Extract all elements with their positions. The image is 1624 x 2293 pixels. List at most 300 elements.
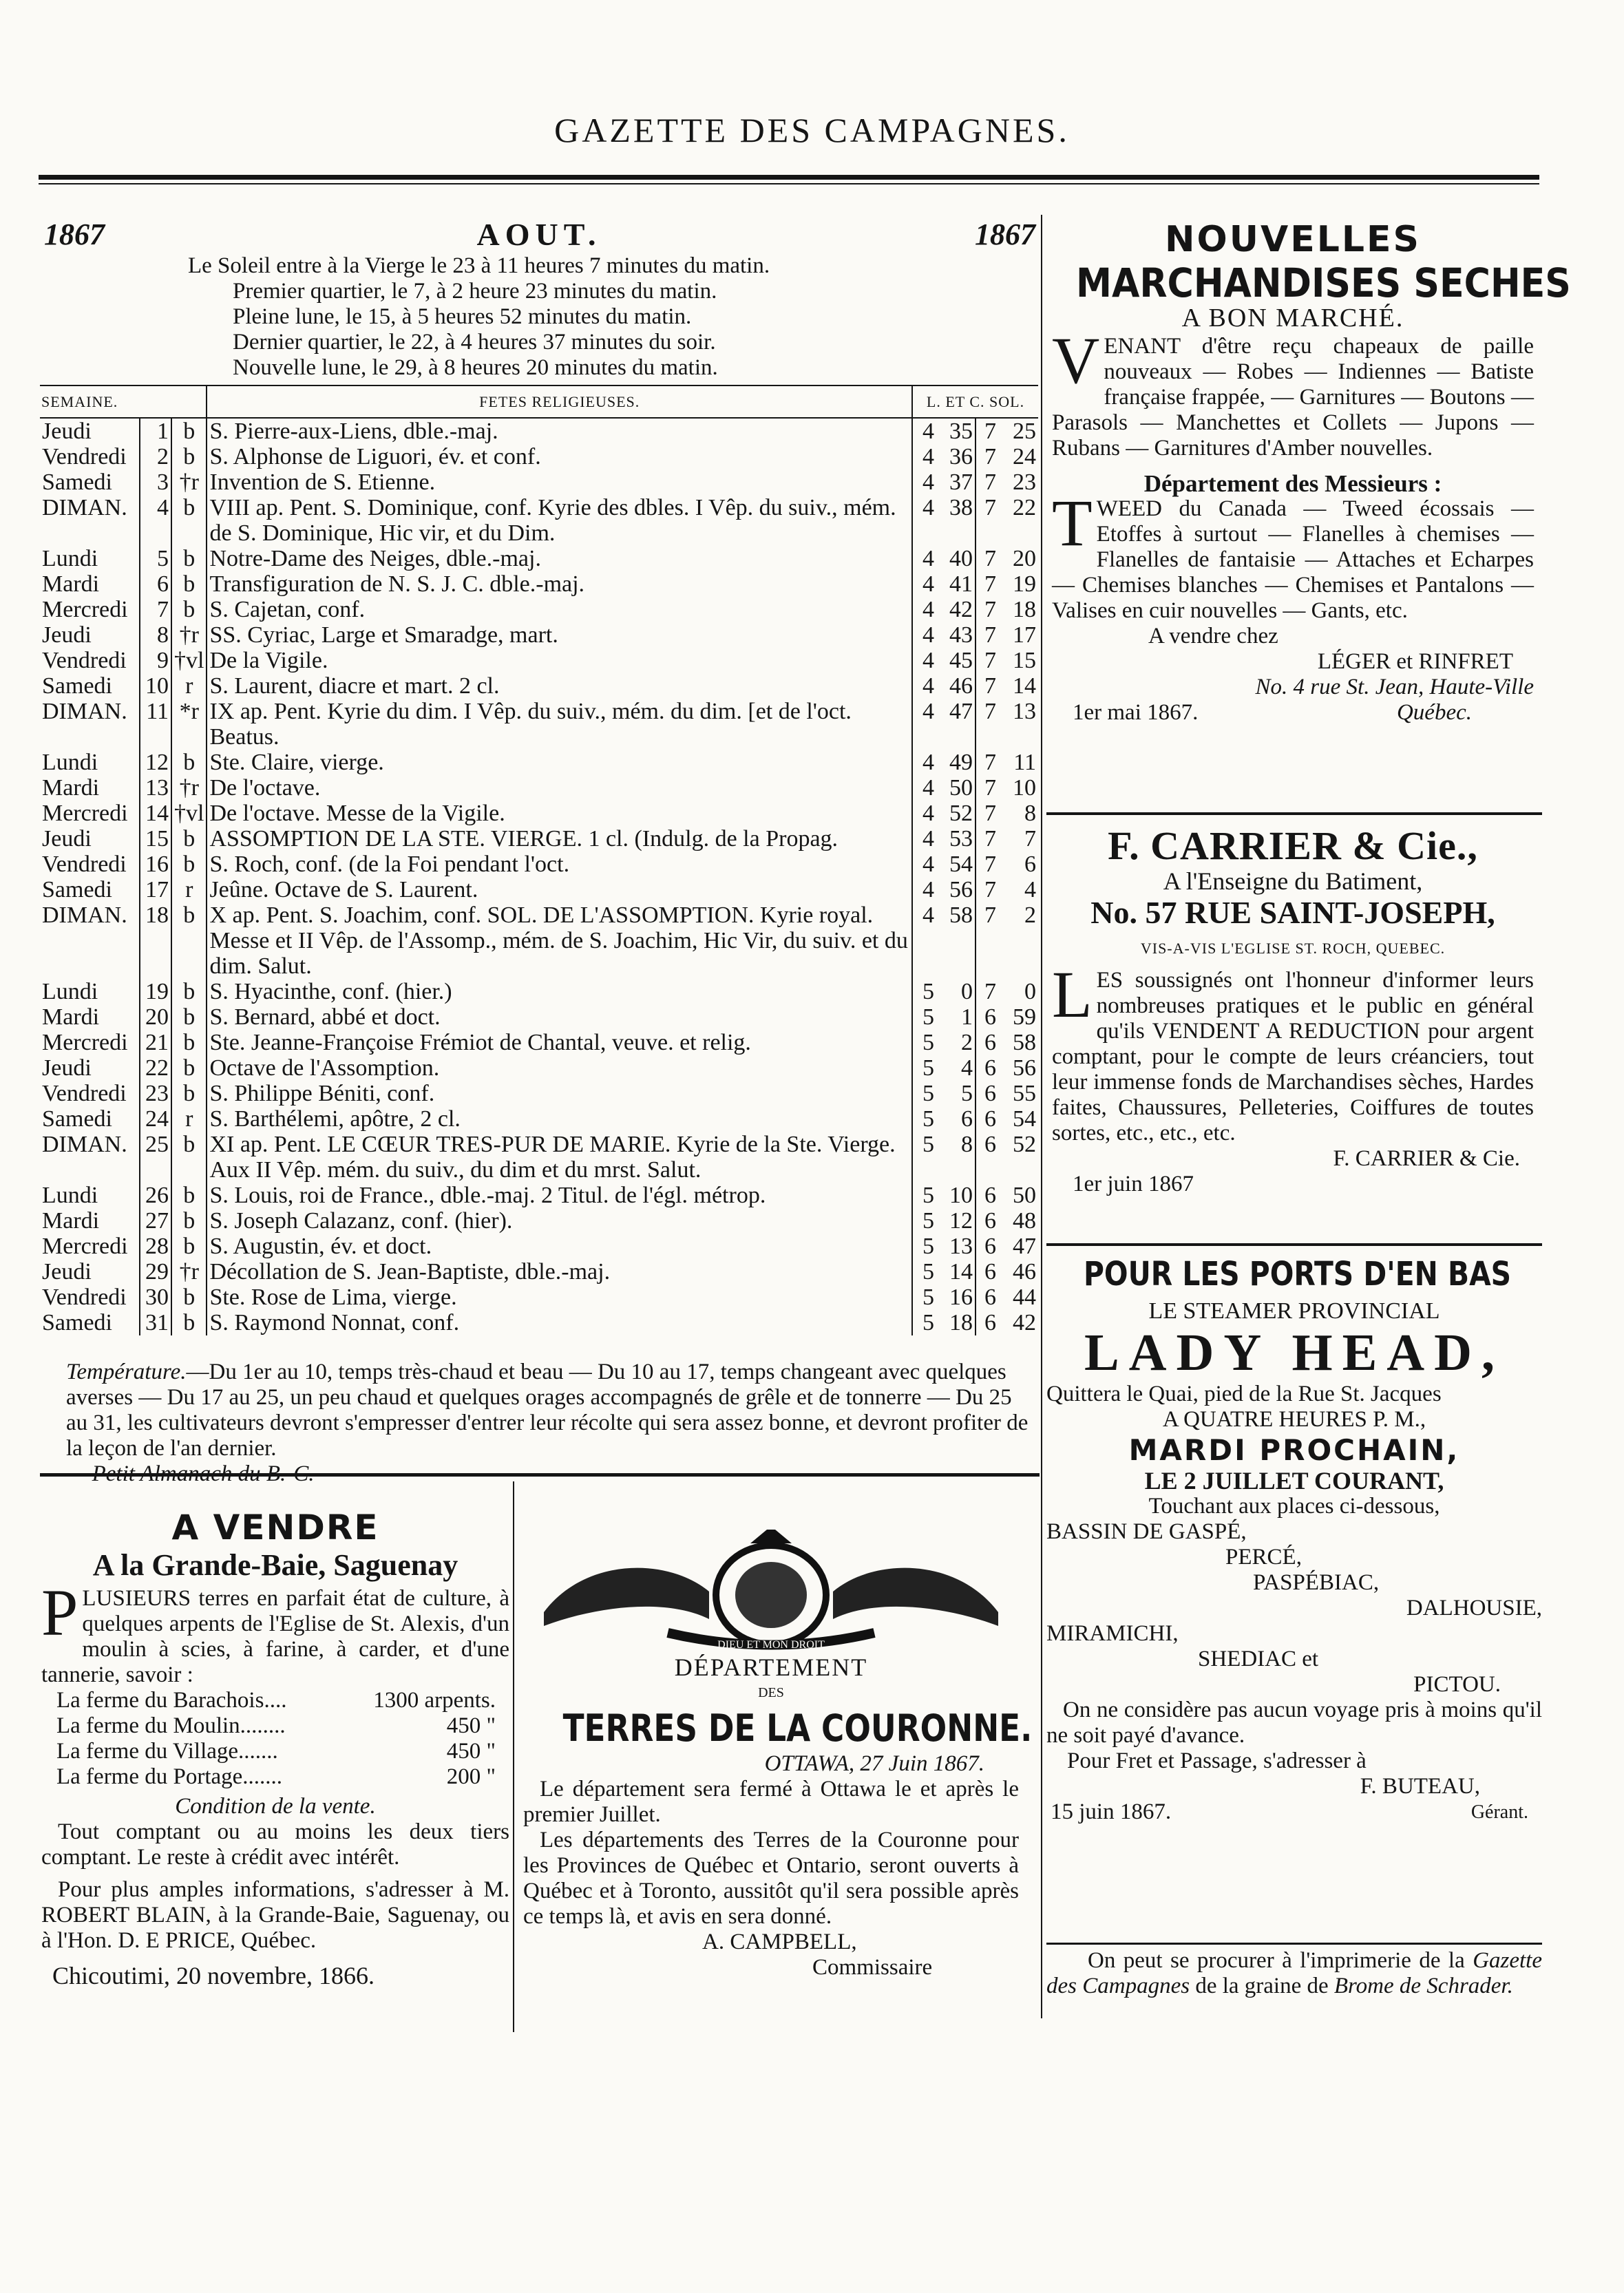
calendar-row [40,979,1038,1004]
row-desc: De l'octave. Messe de la Vigile. [207,801,912,826]
row-m: 50 [936,775,976,801]
row-m2: 11 [1013,750,1036,775]
row-h: 4 [922,775,934,801]
row-letter: †r [171,1259,207,1285]
row-m2: 23 [1013,469,1036,495]
calendar-row [40,1208,1038,1234]
row-m2: 44 [1013,1285,1036,1310]
row-h2: 7 [984,495,996,520]
row-day: DIMAN. [42,1132,127,1157]
row-num: 16 [140,852,171,877]
row-m: 8 [936,1132,976,1183]
row-h: 4 [922,852,934,877]
row-h2: 7 [984,902,996,928]
ad-vendre-info: Pour plus amples informations, s'adresser à M. ROBERT BLAIN, à la Grande-Baie, Saguenay, ou à l'Hon. D. E PRICE, Québec. [41,1877,509,1953]
ad-nouvelles-date: 1er mai 1867. [1073,700,1199,725]
row-m2: 54 [1013,1106,1036,1132]
coat-of-arms-icon [530,1530,1012,1653]
row-h: 4 [922,495,934,520]
ad-brome-a: On peut se procurer à l'imprimerie de la [1088,1948,1473,1973]
almanac-year-right: 1867 [975,218,1035,251]
masthead-rule [39,175,1539,180]
row-h2: 7 [984,469,996,495]
row-day: Samedi [42,1106,112,1132]
temperature-text: —Du 1er au 10, temps très-chaud et beau — Du 10 au 17, temps changeant avec quelques averses — Du 17 au 25, un peu chaud et quelques orages accompagnés de grêle et de tonnerre — Du 25 au 31, les cultivateurs devront s'empresser d'entrer leur récolte qui sera assez bonne, et devront profiter de la leçon de l'an dernier. [66,1360,1029,1461]
row-m: 0 [936,979,976,1004]
calendar-row [40,1259,1038,1285]
row-day: Mercredi [42,1030,128,1055]
row-h2: 7 [984,546,996,571]
temperature-label: Température. [66,1360,187,1384]
ad-carrier-title: F. CARRIER & Cie., [1108,823,1478,868]
row-h: 4 [922,801,934,826]
ad-terres-des: DES [758,1685,784,1700]
row-m2: 22 [1013,495,1036,520]
row-desc: Transfiguration de N. S. J. C. dble.-maj. [207,571,912,597]
row-letter: †r [171,469,207,495]
port-4: DALHOUSIE, [1406,1596,1542,1620]
ad-ports-agent: F. BUTEAU, [1360,1774,1480,1799]
row-m2: 48 [1013,1208,1036,1234]
ad-ports-line4: LE 2 JUILLET COURANT, [1144,1467,1444,1494]
row-h: 5 [922,1055,934,1081]
moon-phase-line: Le Soleil entre à la Vierge le 23 à 11 heures 7 minutes du matin. [188,253,770,278]
row-m2: 47 [1013,1234,1036,1259]
row-letter: b [171,1081,207,1106]
row-h2: 6 [984,1234,996,1259]
ad-terres-title: TERRES DE LA COURONNE. [562,1706,1033,1750]
row-desc: S. Louis, roi de France., dble.-maj. 2 Titul. de l'égl. métrop. [207,1183,912,1208]
row-desc: Octave de l'Assomption. [207,1055,912,1081]
row-desc: S. Hyacinthe, conf. (hier.) [207,979,912,1004]
row-num: 18 [140,902,171,979]
row-desc: ASSOMPTION DE LA STE. VIERGE. 1 cl. (Indulg. de la Propag. [207,826,912,852]
port-1: BASSIN DE GASPÉ, [1046,1519,1247,1544]
row-desc: IX ap. Pent. Kyrie du dim. I Vêp. du suiv., mém. du dim. [et de l'oct. Beatus. [207,699,912,750]
row-m: 37 [936,469,976,495]
row-m: 54 [936,852,976,877]
row-letter: b [171,1004,207,1030]
row-m2: 59 [1013,1004,1036,1030]
row-h2: 6 [984,1132,996,1157]
row-m2: 42 [1013,1310,1036,1335]
row-day: Jeudi [42,826,92,852]
moon-phase-line: Nouvelle lune, le 29, à 8 heures 20 minutes du matin. [233,355,718,380]
row-letter: b [171,1055,207,1081]
ad-nouvelles-title: NOUVELLES [1165,219,1421,260]
row-day: Mardi [42,1004,100,1030]
row-h: 5 [922,1081,934,1106]
row-h: 4 [922,826,934,852]
ad-brome [1046,1948,1542,1999]
calendar-row [40,1285,1038,1310]
calendar-row [40,546,1038,571]
row-num: 9 [140,648,171,673]
ad-ports-fret: Pour Fret et Passage, s'adresser à [1067,1748,1367,1773]
row-m2: 56 [1013,1055,1036,1081]
row-h: 4 [922,469,934,495]
row-day: Mercredi [42,1234,128,1259]
calendar-row [40,1081,1038,1106]
arms-motto: DIEU ET MON DROIT [717,1639,825,1651]
moon-phases [40,253,1038,381]
calendar-row [40,444,1038,469]
ad-vendre-cond: Tout comptant ou au moins les deux tiers comptant. Le reste à crédit avec intérêt. [41,1819,509,1870]
almanac [40,217,1038,1335]
row-letter: b [171,852,207,877]
row-day: DIMAN. [42,699,127,724]
calendar-row [40,801,1038,826]
row-m: 53 [936,826,976,852]
ad-nouvelles-body2: WEED du Canada — Tweed écossais — Etoffes à surtout — Flanelles à chemises — Flanelles de fantaisie — Attaches et Echarpes — Chemises blanches — Chemises et Pantalons — Valises en cuir nouvelles — Gants, etc. [1052,496,1534,623]
row-letter: r [171,673,207,699]
row-h2: 6 [984,1208,996,1234]
ad-terres-dateline: OTTAWA, 27 Juin 1867. [764,1751,984,1776]
row-num: 20 [140,1004,171,1030]
row-m: 52 [936,801,976,826]
row-desc: Jeûne. Octave de S. Laurent. [207,877,912,902]
almanac-rows [40,418,1038,1335]
masthead-title: GAZETTE DES CAMPAGNES. [554,111,1070,149]
calendar-row [40,469,1038,495]
calendar-row [40,648,1038,673]
calendar-row [40,1106,1038,1132]
row-desc: Décollation de S. Jean-Baptiste, dble.-maj. [207,1259,912,1285]
row-day: Mardi [42,775,100,801]
row-h2: 6 [984,1055,996,1081]
calendar-row [40,597,1038,622]
farm-name: La ferme du Barachois.... [56,1688,287,1713]
row-letter: b [171,418,207,444]
row-h2: 6 [984,1106,996,1132]
row-letter: †r [171,775,207,801]
row-day: Mardi [42,1208,100,1234]
row-day: Vendredi [42,1285,127,1310]
farm-size: 200 " [446,1764,496,1789]
row-h2: 6 [984,1310,996,1335]
row-h2: 6 [984,1183,996,1208]
row-h: 5 [922,1285,934,1310]
row-h2: 7 [984,826,996,852]
row-letter: b [171,1310,207,1335]
row-num: 11 [140,699,171,750]
col-feasts-header: FETES RELIGIEUSES. [207,385,912,418]
row-num: 12 [140,750,171,775]
row-letter: b [171,902,207,979]
moon-phase-line: Dernier quartier, le 22, à 4 heures 37 minutes du soir. [233,330,716,355]
masthead-rule-thin [39,183,1539,184]
row-num: 5 [140,546,171,571]
row-day: Samedi [42,877,112,902]
row-m: 6 [936,1106,976,1132]
ad-ports [1046,1254,1542,1825]
row-m2: 55 [1013,1081,1036,1106]
row-num: 13 [140,775,171,801]
row-m2: 58 [1013,1030,1036,1055]
row-h: 4 [922,673,934,699]
ad-vendre-place: A la Grande-Baie, Saguenay [92,1548,458,1582]
ad-divider [1046,812,1542,815]
ad-terres-sig: A. CAMPBELL, [702,1930,857,1954]
row-h: 5 [922,1030,934,1055]
row-h2: 7 [984,622,996,648]
row-m: 12 [936,1208,976,1234]
col-week-header: SEMAINE. [40,385,207,418]
row-m: 49 [936,750,976,775]
calendar-row [40,495,1038,546]
ad-terres-p2: Les départements des Terres de la Couronne pour les Provinces de Québec et Ontario, seront ouverts à Québec et à Toronto, aussitôt qu'il sera possible après ce temps là, et avis en sera donné. [523,1828,1019,1929]
ad-ports-note: On ne considère pas aucun voyage pris à moins qu'il ne soit payé d'avance. [1046,1698,1542,1748]
row-desc: S. Cajetan, conf. [207,597,912,622]
row-day: Jeudi [42,1259,92,1285]
row-m: 18 [936,1310,976,1335]
column-divider-lower [513,1481,514,2032]
row-h: 5 [922,1259,934,1285]
row-desc: Ste. Claire, vierge. [207,750,912,775]
calendar-row [40,775,1038,801]
ad-ports-date: 15 juin 1867. [1051,1799,1172,1824]
row-h2: 7 [984,979,996,1004]
row-m2: 24 [1013,444,1036,469]
row-h2: 6 [984,1030,996,1055]
row-h2: 7 [984,673,996,699]
row-m: 5 [936,1081,976,1106]
row-m: 1 [936,1004,976,1030]
row-letter: b [171,1285,207,1310]
row-m: 4 [936,1055,976,1081]
row-desc: De la Vigile. [207,648,912,673]
row-h: 5 [922,1106,934,1132]
row-day: Vendredi [42,852,127,877]
row-num: 10 [140,673,171,699]
row-letter: b [171,1234,207,1259]
row-m2: 20 [1013,546,1036,571]
row-h: 4 [922,877,934,902]
row-day: Jeudi [42,622,92,648]
ad-ports-steamer: LE STEAMER PROVINCIAL [1148,1298,1440,1324]
row-m2: 0 [1024,979,1036,1004]
row-m2: 10 [1013,775,1036,801]
col-sun-header: L. ET C. SOL. [912,385,1038,418]
row-h: 4 [922,419,934,444]
row-h: 4 [922,902,934,928]
farm-item [56,1764,509,1790]
ad-vendre-title: A VENDRE [171,1508,379,1547]
row-h2: 7 [984,571,996,597]
ad-ports-title: POUR LES PORTS D'EN BAS [1084,1255,1512,1293]
farm-list [41,1688,509,1790]
row-m: 56 [936,877,976,902]
row-letter: b [171,597,207,622]
row-h: 4 [922,750,934,775]
ad-ports-line2: A QUATRE HEURES P. M., [1162,1407,1426,1432]
row-h2: 7 [984,444,996,469]
row-day: DIMAN. [42,902,127,928]
ad-carrier-vis: VIS-A-VIS L'EGLISE ST. ROCH, QUEBEC. [1140,940,1446,957]
row-day: Jeudi [42,419,92,444]
row-h2: 7 [984,775,996,801]
ad-vendre-cond-title: Condition de la vente. [175,1794,376,1819]
row-h2: 6 [984,1285,996,1310]
row-h2: 7 [984,852,996,877]
ad-terres-p1: Le département sera fermé à Ottawa le et après le premier Juillet. [523,1777,1019,1827]
row-m2: 46 [1013,1259,1036,1285]
row-desc: S. Joseph Calazanz, conf. (hier). [207,1208,912,1234]
row-day: Vendredi [42,1081,127,1106]
row-num: 26 [140,1183,171,1208]
ad-ports-line1: Quittera le Quai, pied de la Rue St. Jacques [1046,1382,1442,1406]
row-desc: S. Pierre-aux-Liens, dble.-maj. [207,418,912,444]
row-num: 1 [140,418,171,444]
row-num: 29 [140,1259,171,1285]
row-m: 36 [936,444,976,469]
row-h2: 7 [984,648,996,673]
row-m: 38 [936,495,976,546]
row-num: 23 [140,1081,171,1106]
temperature-source: — Petit Almanach du B.-C. [66,1461,315,1486]
drop-cap: V [1052,324,1100,397]
row-desc: S. Barthélemi, apôtre, 2 cl. [207,1106,912,1132]
row-num: 15 [140,826,171,852]
row-desc: XI ap. Pent. LE CŒUR TRES-PUR DE MARIE. Kyrie de la Ste. Vierge. Aux II Vêp. mém. du suiv., du dim et du mrst. Salut. [207,1132,912,1183]
row-num: 2 [140,444,171,469]
row-desc: VIII ap. Pent. S. Dominique, conf. Kyrie des dbles. I Vêp. du suiv., mém. de S. Dominique, Hic vir, et du Dim. [207,495,912,546]
ad-vendre [41,1508,509,1989]
calendar-row [40,622,1038,648]
drop-cap: L [1052,958,1093,1031]
row-m: 43 [936,622,976,648]
row-m: 40 [936,546,976,571]
farm-name: La ferme du Moulin........ [56,1713,286,1738]
row-day: Samedi [42,469,112,495]
calendar-row [40,1004,1038,1030]
row-m2: 17 [1013,622,1036,648]
row-desc: S. Alphonse de Liguori, év. et conf. [207,444,912,469]
row-letter: †vl [171,648,207,673]
row-h: 5 [922,1132,934,1157]
row-m2: 14 [1013,673,1036,699]
row-letter: b [171,495,207,546]
ad-ports-line5: Touchant aux places ci-dessous, [1148,1494,1440,1519]
row-m2: 15 [1013,648,1036,673]
almanac-year-left: 1867 [44,218,105,251]
calendar-row [40,571,1038,597]
calendar-row [40,852,1038,877]
row-h2: 7 [984,597,996,622]
calendar-row [40,877,1038,902]
ad-terres-dept: DÉPARTEMENT [674,1653,868,1681]
ad-vendre-body: LUSIEURS terres en parfait état de culture, à quelques arpents de l'Eglise de St. Alexis, d'un moulin à scies, à farine, à carder, et d'une tannerie, savoir : [41,1586,509,1687]
row-day: Lundi [42,1183,98,1208]
ad-carrier-address: No. 57 RUE SAINT-JOSEPH, [1090,895,1495,930]
ad-ports-role: Gérant. [1470,1801,1528,1823]
row-h: 5 [922,1310,934,1335]
row-m2: 4 [1024,877,1036,902]
ad-nouvelles-merchant: LÉGER et RINFRET [1317,649,1513,674]
ad-carrier-date: 1er juin 1867 [1073,1172,1194,1196]
row-desc: S. Philippe Béniti, conf. [207,1081,912,1106]
drop-cap: T [1052,486,1093,560]
row-day: Samedi [42,1310,112,1335]
row-h2: 6 [984,1004,996,1030]
ad-brome-it: Gazette des Campagnes [1046,1948,1542,1998]
row-h: 4 [922,571,934,597]
row-day: Mardi [42,571,100,597]
row-letter: b [171,1208,207,1234]
row-m: 45 [936,648,976,673]
row-m2: 8 [1024,801,1036,826]
farm-item [56,1688,509,1713]
row-h: 4 [922,597,934,622]
row-m2: 25 [1013,419,1036,444]
ad-ports-line3: MARDI PROCHAIN, [1128,1433,1460,1467]
royal-coat-of-arms [530,1530,1012,1653]
row-m: 2 [936,1030,976,1055]
row-day: DIMAN. [42,495,127,520]
ad-nouvelles-sale: A vendre chez [1148,624,1278,648]
almanac-table [40,385,1038,1335]
row-day: Lundi [42,750,98,775]
ad-ports-ship: LADY HEAD, [1084,1324,1505,1382]
row-h2: 7 [984,419,996,444]
row-h2: 7 [984,699,996,724]
ad-nouvelles-address: No. 4 rue St. Jean, Haute-Ville [1255,675,1534,699]
ad-carrier-sign: A l'Enseigne du Batiment, [1163,867,1423,895]
row-letter: b [171,826,207,852]
calendar-row [40,673,1038,699]
row-num: 30 [140,1285,171,1310]
ad-divider [1046,1243,1542,1246]
port-6: SHEDIAC et [1198,1647,1319,1671]
farm-name: La ferme du Portage....... [56,1764,283,1789]
row-m: 35 [936,418,976,444]
row-letter: b [171,571,207,597]
temperature-note [66,1360,1038,1487]
row-m: 41 [936,571,976,597]
calendar-row [40,418,1038,444]
row-day: Vendredi [42,648,127,673]
row-desc: S. Bernard, abbé et doct. [207,1004,912,1030]
row-h: 5 [922,1004,934,1030]
calendar-row [40,1055,1038,1081]
row-day: Lundi [42,546,98,571]
row-day: Jeudi [42,1055,92,1081]
row-h2: 7 [984,801,996,826]
row-num: 7 [140,597,171,622]
row-m2: 13 [1013,699,1036,724]
row-m: 46 [936,673,976,699]
row-desc: X ap. Pent. S. Joachim, conf. SOL. DE L'ASSOMPTION. Kyrie royal. Messe et II Vêp. de l'Assomp., mém. de S. Joachim, Hic Vir, du suiv. et du dim. Salut. [207,902,912,979]
ad-terres-role: Commissaire [812,1955,933,1980]
row-h2: 6 [984,1081,996,1106]
row-h2: 7 [984,877,996,902]
row-m2: 18 [1013,597,1036,622]
row-desc: Notre-Dame des Neiges, dble.-maj. [207,546,912,571]
row-letter: r [171,877,207,902]
row-h: 4 [922,444,934,469]
row-h2: 6 [984,1259,996,1285]
row-desc: S. Augustin, év. et doct. [207,1234,912,1259]
row-m: 14 [936,1259,976,1285]
row-num: 25 [140,1132,171,1183]
row-h: 5 [922,979,934,1004]
row-h: 4 [922,622,934,648]
ad-nouvelles-dept: Département des Messieurs : [1143,470,1442,497]
row-letter: b [171,1030,207,1055]
row-h2: 7 [984,750,996,775]
calendar-row [40,1132,1038,1183]
row-num: 31 [140,1310,171,1335]
